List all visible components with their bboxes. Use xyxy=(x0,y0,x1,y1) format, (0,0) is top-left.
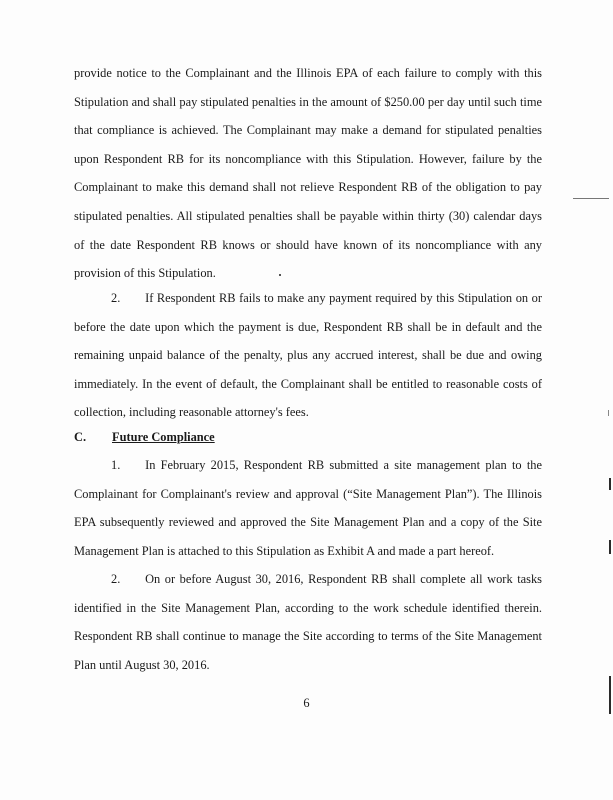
scan-artifact-mark xyxy=(609,540,611,554)
paragraph-2-default: 2. If Respondent RB fails to make any payment required by this Stipulation on or before the date upon which the payment is due, Respondent RB shall be in default and the remaining unpaid balance of the penalty, plus any accrued interest, shall be due and owing immediately. In the event of default, the Complainant shall be entitled to reasonable costs of collection, including reasonable attorney's fees. xyxy=(74,291,542,420)
future-compliance-paragraph-2: 2. On or before August 30, 2016, Respondent RB shall complete all work tasks identified in the Site Management Plan, according to the work schedule identified therein. Respondent RB shall continue to manage the Site according to terms of the Site Management Plan until August 30, 2016. xyxy=(74,572,542,672)
scan-artifact-mark xyxy=(609,478,611,490)
scan-artifact-mark xyxy=(608,410,609,416)
section-c-title: Future Compliance xyxy=(112,430,215,444)
scan-artifact-mark xyxy=(573,198,609,199)
section-c-letter: C. xyxy=(74,430,87,444)
paragraph-continued: provide notice to the Complainant and the Illinois EPA of each failure to comply with this Stipulation and shall pay stipulated penalties in the amount of $250.00 per day until such time that compliance is achieved. The Complainant may make a demand for stipulated penalties upon Respondent RB for its noncompliance with this Stipulation. However, failure by the Complainant to make this demand shall not relieve Respondent RB of the obligation to pay stipulated penalties. All stipulated penalties shall be payable within thirty (30) calendar days of the date Respondent RB knows or should have known of its noncompliance with any provision of this Stipulation. xyxy=(74,66,542,281)
page-number: 6 xyxy=(303,696,310,710)
scan-artifact-mark xyxy=(279,274,281,276)
scan-artifact-mark xyxy=(609,676,611,714)
future-compliance-paragraph-1: 1. In February 2015, Respondent RB submitted a site management plan to the Complainant for Complainant's review and approval (“Site Management Plan”). The Illinois EPA subsequently reviewed and approved the Site Management Plan and a copy of the Site Management Plan is attached to this Stipulation as Exhibit A and made a part hereof. xyxy=(74,458,542,558)
section-c-heading xyxy=(74,426,215,448)
